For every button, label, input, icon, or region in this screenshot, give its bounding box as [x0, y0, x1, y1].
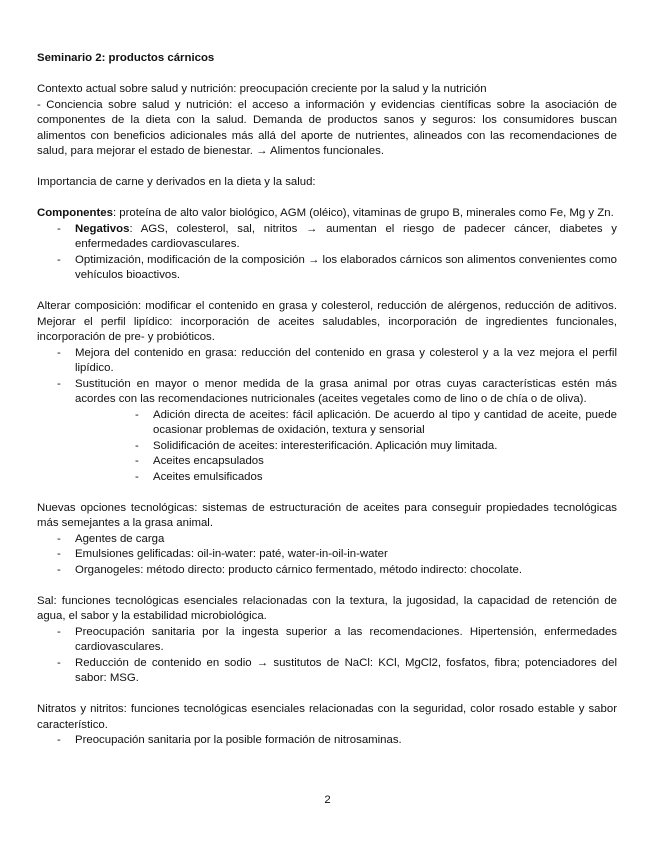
list-item: - Sustitución en mayor o menor medida de la grasa animal por otras cuyas características estén más acordes con las recomendaciones nutricionales (aceites vegetales como de lino o de chía o de oliva). [37, 377, 617, 408]
list-item: - Optimización, modificación de la composición → los elaborados cárnicos son alimentos convenientes como vehículos bioactivos. [37, 253, 617, 284]
negatives-text: : AGS, colesterol, sal, nitritos → aumentan el riesgo de padecer cáncer, diabetes y enfermedades cardiovasculares. [75, 222, 617, 250]
list-item: - Organogeles: método directo: producto cárnico fermentado, método indirecto: chocolate. [37, 563, 617, 579]
list-item: - Reducción de contenido en sodio → sustitutos de NaCl: KCl, MgCl2, fosfatos, fibra; potenciadores del sabor: MSG. [37, 656, 617, 687]
list-item: - Solidificación de aceites: interesterificación. Aplicación muy limitada. [37, 439, 617, 455]
list-item [37, 222, 617, 253]
list-item: - Agentes de carga [37, 532, 617, 548]
list-item: - Adición directa de aceites: fácil aplicación. De acuerdo al tipo y cantidad de aceite, puede ocasionar problemas de oxidación, textura y sensorial [37, 408, 617, 439]
context-heading: Contexto actual sobre salud y nutrición: preocupación creciente por la salud y la nutrición [37, 83, 487, 95]
alter-intro: Alterar composición: modificar el contenido en grasa y colesterol, reducción de alérgenos, reducción de aditivos. Mejorar el perfil lipídico: incorporación de aceites saludables, incorporación de ingredientes funcionales, incorporación de pre- y probióticos. [37, 300, 617, 343]
document-page [37, 51, 617, 749]
list-item: - Aceites emulsificados [37, 470, 617, 486]
importance-heading: Importancia de carne y derivados en la dieta y la salud: [37, 176, 316, 188]
salt-list [37, 625, 617, 687]
nitrates-intro: Nitratos y nitritos: funciones tecnológicas esenciales relacionadas con la seguridad, color rosado estable y sabor característico. [37, 703, 617, 731]
list-item: - Mejora del contenido en grasa: reducción del contenido en grasa y colesterol y a la vez mejora el perfil lipídico. [37, 346, 617, 377]
list-item: - Aceites encapsulados [37, 454, 617, 470]
list-item: - Emulsiones gelificadas: oil-in-water: paté, water-in-oil-in-water [37, 547, 617, 563]
tech-list [37, 532, 617, 579]
salt-intro: Sal: funciones tecnológicas esenciales relacionadas con la textura, la jugosidad, la capacidad de retención de agua, el sabor y la estabilidad microbiológica. [37, 594, 617, 622]
negatives-label: Negativos [75, 222, 130, 235]
components-text: : proteína de alto valor biológico, AGM (oléico), vitaminas de grupo B, minerales como Fe, Mg y Zn. [112, 207, 614, 219]
list-item: - Preocupación sanitaria por la posible formación de nitrosaminas. [37, 733, 617, 749]
document-title: Seminario 2: productos cárnicos [37, 52, 215, 64]
importance-list [37, 222, 617, 284]
nitrates-list [37, 733, 617, 749]
components-label: Componentes [37, 207, 113, 219]
context-body: - Conciencia sobre salud y nutrición: el acceso a información y evidencias científicas sobre la asociación de componentes de la dieta con la salud. Demanda de productos sanos y seguros: los consumidores buscan alimentos con beneficios adicionales más allá del aporte de nutrientes, alineados con las recomendaciones de salud, para mejorar el estado de bienestar. → Alimentos funcionales. [37, 98, 617, 157]
list-item: - Preocupación sanitaria por la ingesta superior a las recomendaciones. Hipertensión, enfermedades cardiovasculares. [37, 625, 617, 656]
tech-intro: Nuevas opciones tecnológicas: sistemas de estructuración de aceites para conseguir propiedades tecnológicas más semejantes a la grasa animal. [37, 501, 617, 529]
page-number: 2 [324, 794, 331, 806]
components-paragraph [37, 206, 617, 222]
alter-list [37, 346, 617, 408]
alter-sublist [37, 408, 617, 486]
